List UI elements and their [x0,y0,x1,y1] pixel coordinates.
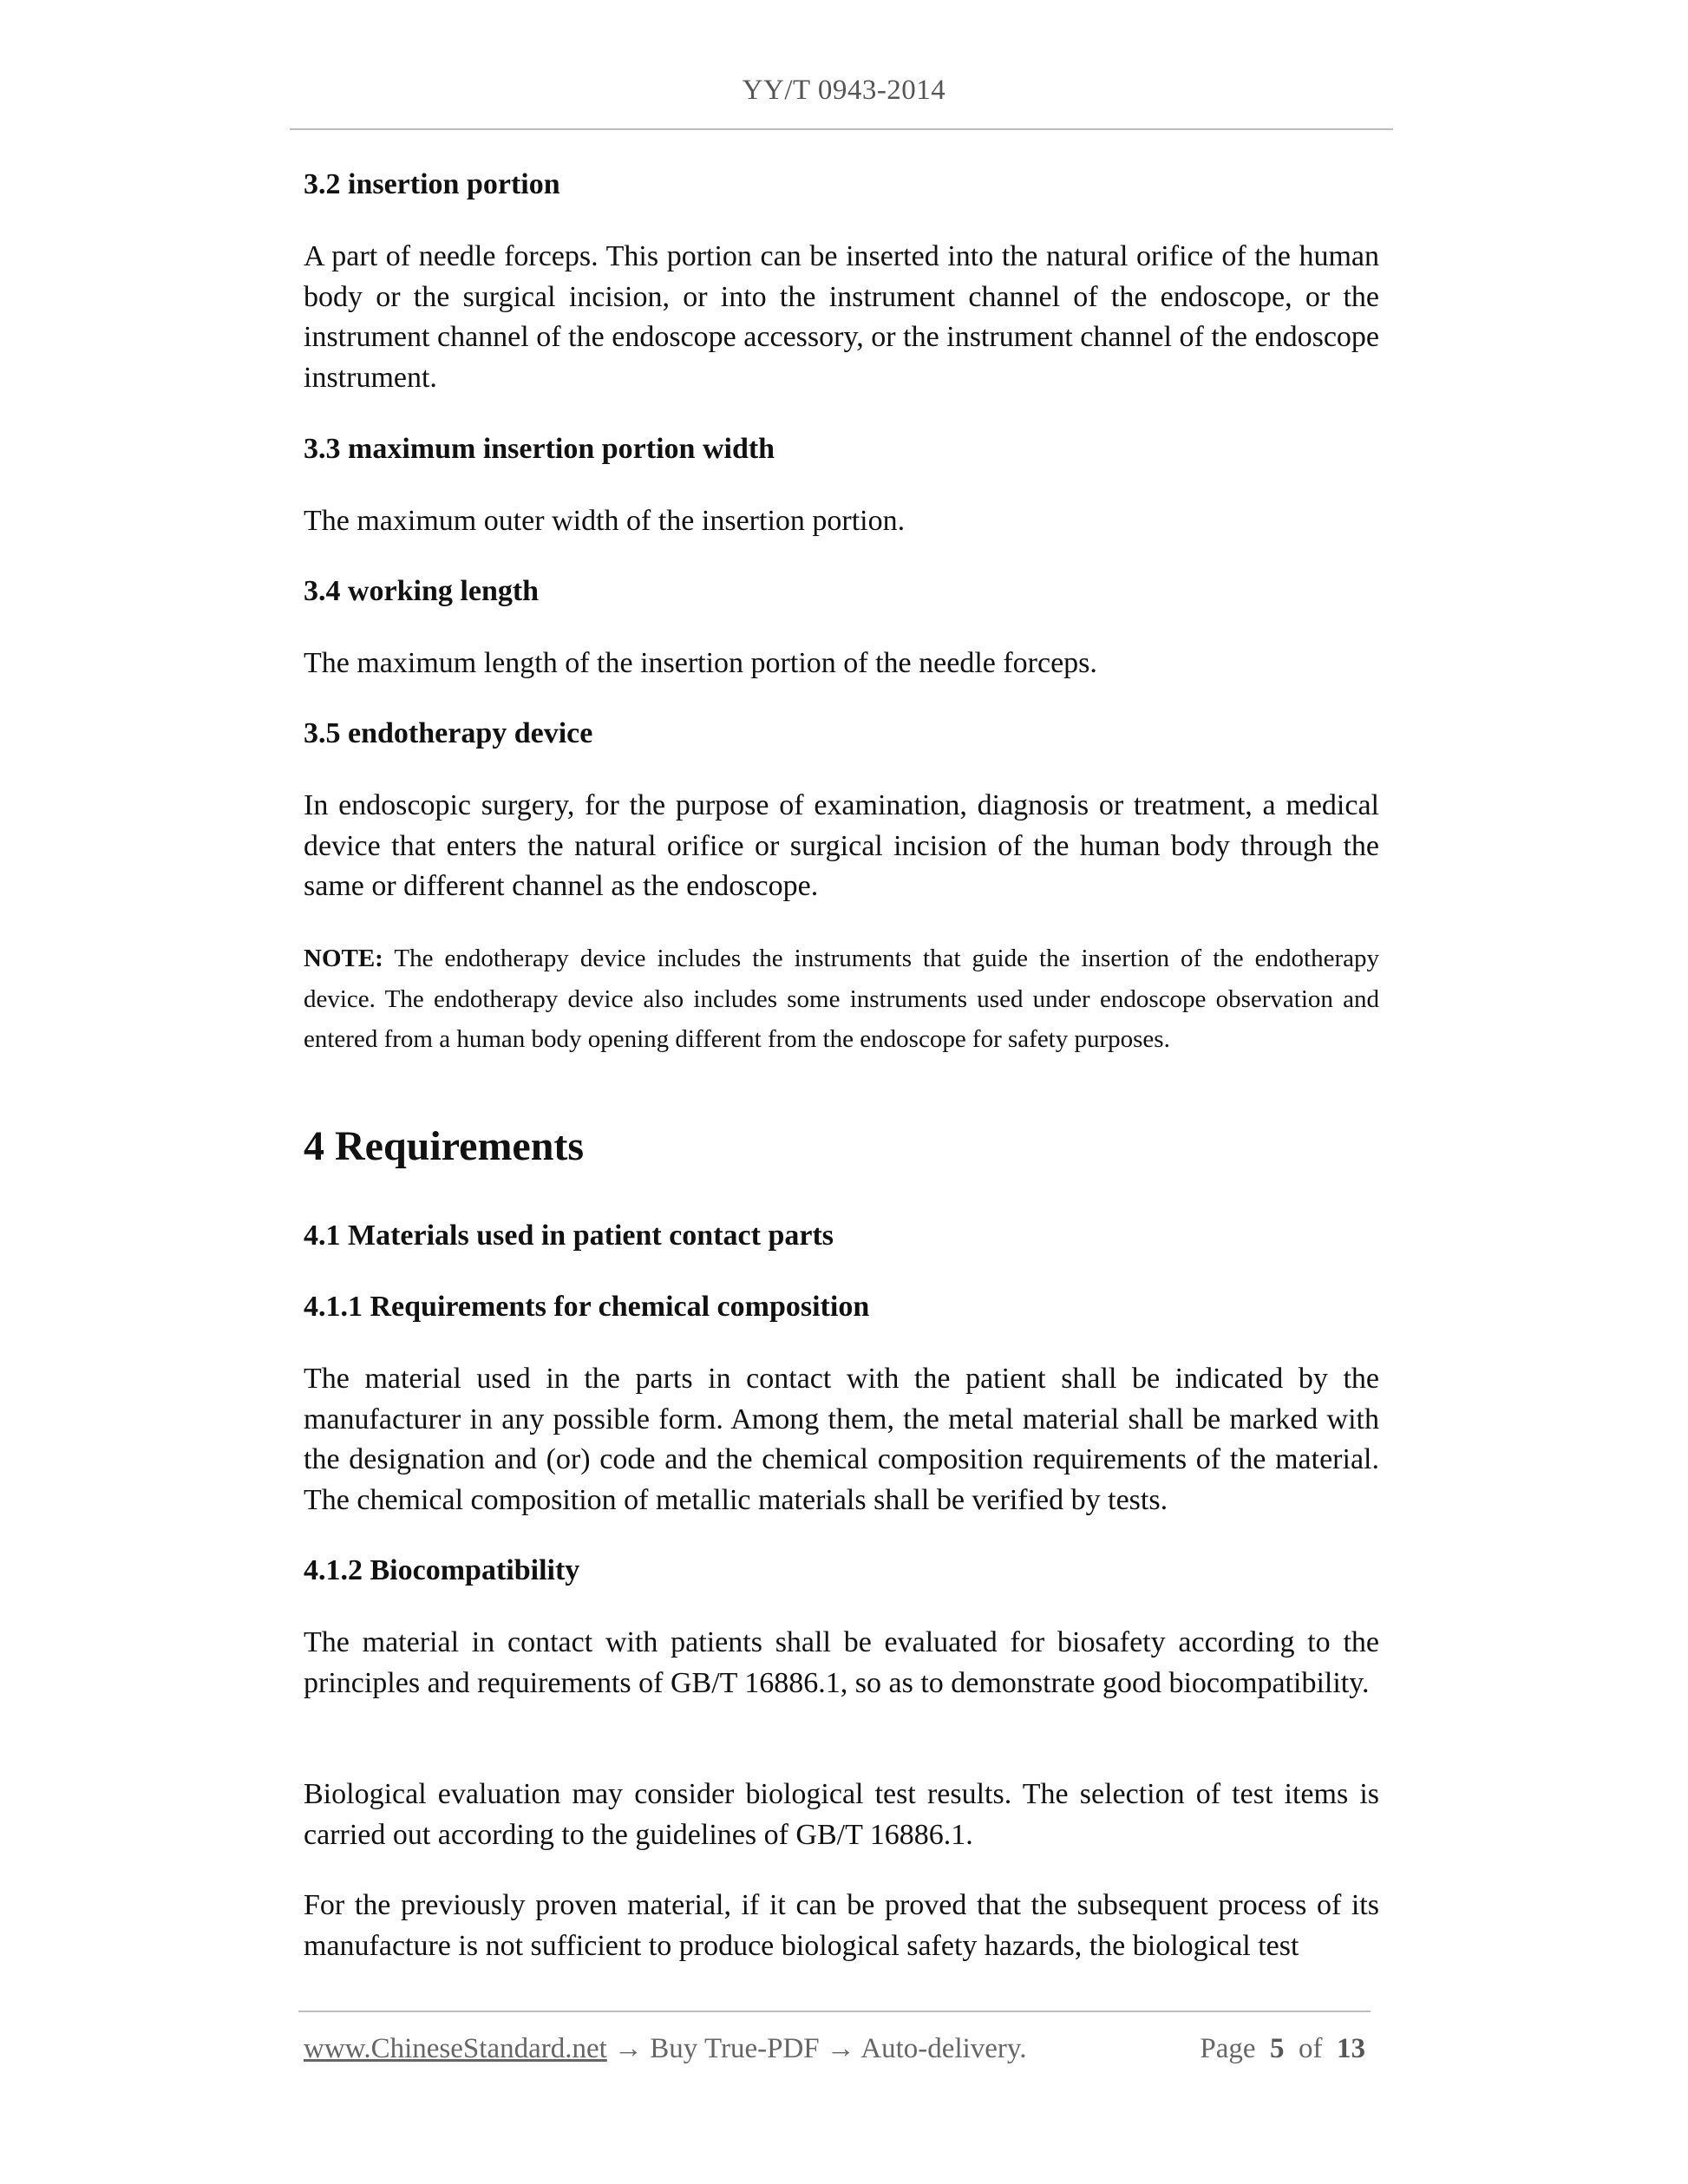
paragraph-4-1-1: The material used in the parts in contact with the patient shall be indicated by the manufacturer in any possible form. Among them, the metal material shall be marked with the designation and (or) code and the chemical composition requirements of the material. The chemical composition of metallic materials shall be verified by tests. [304,1363,1379,1516]
paragraph-4-1-2-a: The material in contact with patients shall be evaluated for biosafety according to the principles and requirements of GB/T 16886.1, so as to demonstrate good biocompatibility. [304,1626,1379,1699]
heading-3-2: 3.2 insertion portion [304,168,560,200]
note-3-5 [304,938,1379,1060]
note-text: The endotherapy device includes the instruments that guide the insertion of the endotherapy device. The endotherapy device also includes some instruments used under endoscope observation and entered from a human body opening different from the endoscope for safety purposes. [304,945,1379,1053]
paragraph-4-1-2-b: Biological evaluation may consider biological test results. The selection of test items is carried out according to the guidelines of GB/T 16886.1. [304,1778,1379,1851]
heading-4-1: 4.1 Materials used in patient contact parts [304,1220,834,1252]
heading-3-4: 3.4 working length [304,575,540,607]
footer-tagline: → Buy True-PDF → Auto-delivery. [606,2033,1027,2064]
page-indicator [1200,2033,1365,2065]
heading-4: 4 Requirements [304,1123,585,1169]
note-label: NOTE: [304,945,383,972]
paragraph-3-4: The maximum length of the insertion portion of the needle forceps. [304,647,1097,679]
site-link[interactable]: www.ChineseStandard.net [304,2033,607,2064]
page-current: 5 [1270,2033,1285,2064]
page-of: of [1299,2033,1323,2064]
paragraph-3-2: A part of needle forceps. This portion can be inserted into the natural orifice of the human body or the surgical incision, or into the instrument channel of the endoscope, or the instrument channel of the endoscope accessory, or the instrument channel of the endoscope instrument. [304,240,1379,394]
paragraph-4-1-2-c: For the previously proven material, if it can be proved that the subsequent process of its manufacture is not sufficient to produce biological safety hazards, the biological test [304,1889,1379,1962]
heading-4-1-2: 4.1.2 Biocompatibility [304,1554,580,1586]
page-total: 13 [1337,2033,1365,2064]
header-divider [290,128,1393,130]
heading-3-5: 3.5 endotherapy device [304,717,593,749]
page-label: Page [1200,2033,1256,2064]
paragraph-3-3: The maximum outer width of the insertion portion. [304,505,906,537]
heading-4-1-1: 4.1.1 Requirements for chemical composition [304,1291,870,1323]
footer-promo [304,2033,1027,2065]
running-header: YY/T 0943-2014 [742,75,946,106]
heading-3-3: 3.3 maximum insertion portion width [304,433,775,465]
footer-divider [298,2011,1371,2012]
paragraph-3-5: In endoscopic surgery, for the purpose of examination, diagnosis or treatment, a medical device that enters the natural orifice or surgical incision of the human body through the same or different channel as the endoscope. [304,789,1379,902]
